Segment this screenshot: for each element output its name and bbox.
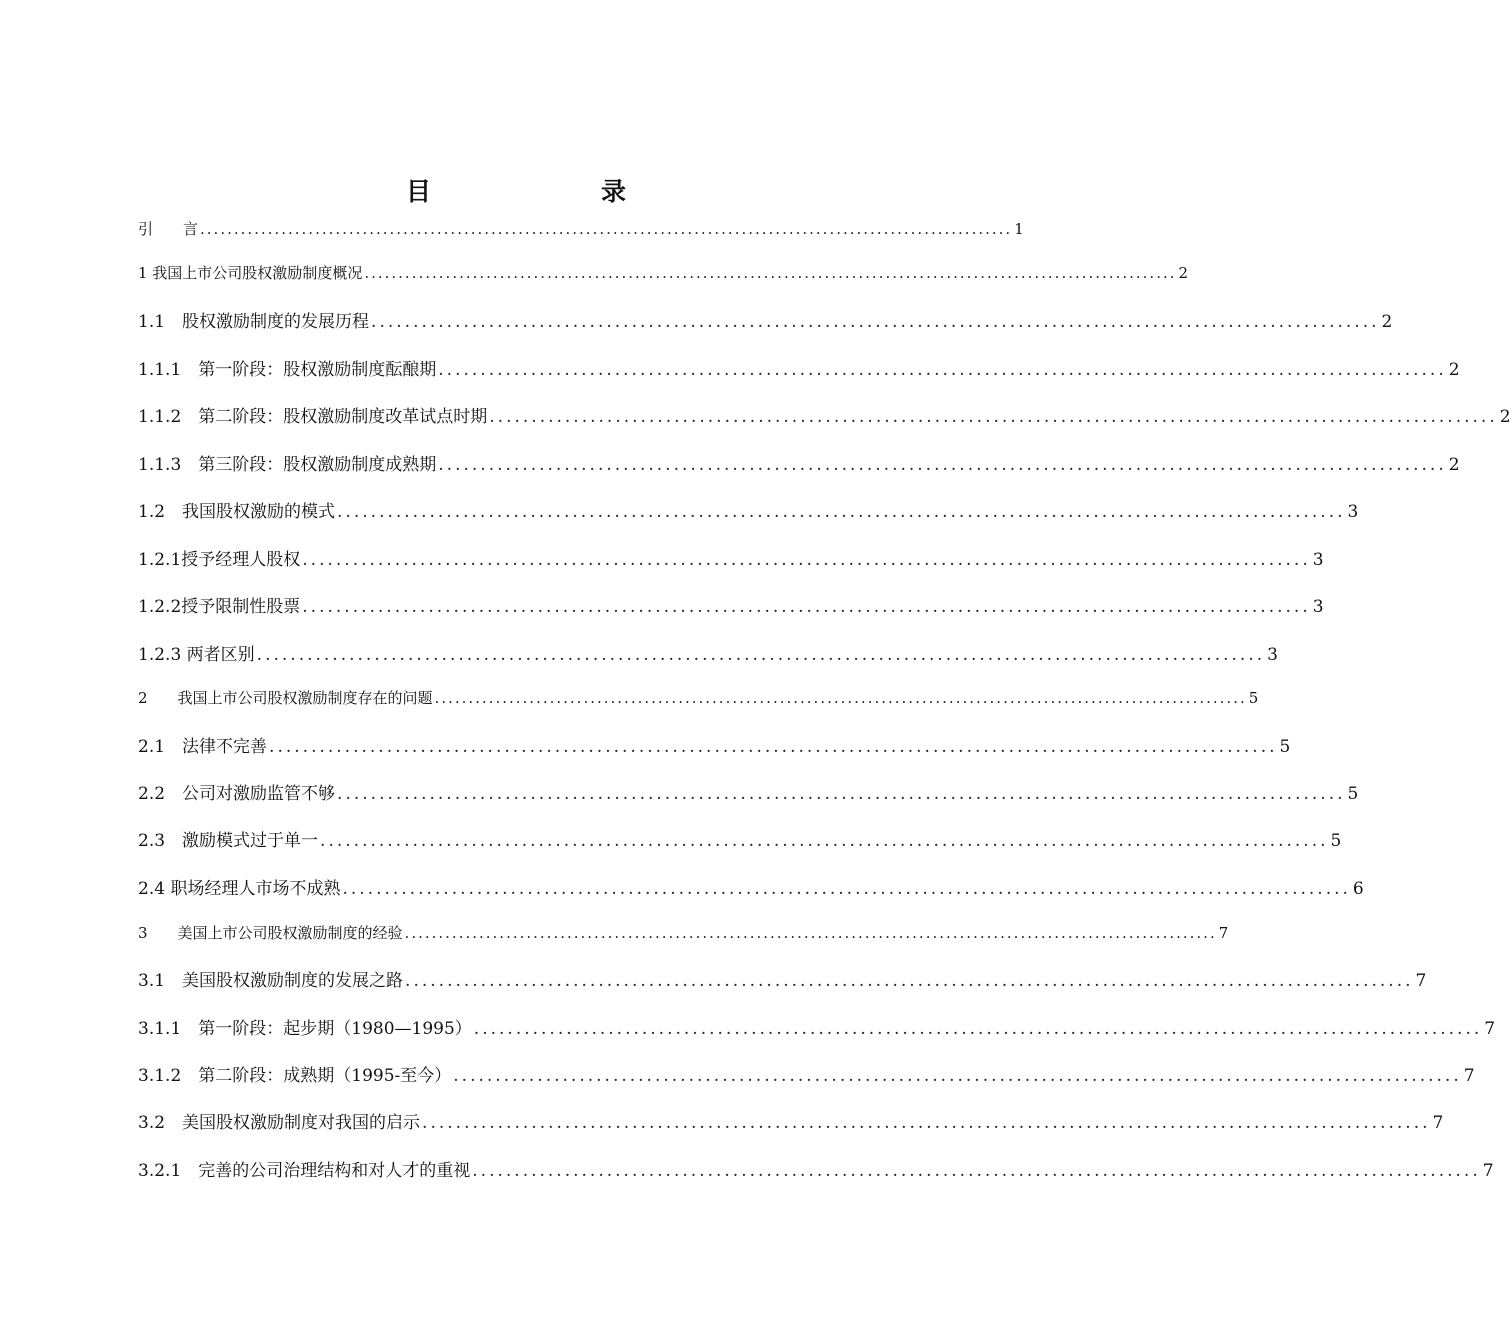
toc-entry-page: 1 [1014, 220, 1024, 238]
toc-entry[interactable] [138, 1014, 1496, 1039]
toc-entry-label: 1.2.1授予经理人股权 [138, 550, 301, 570]
toc-entry[interactable] [138, 592, 1324, 617]
toc-entry-page: 6 [1352, 879, 1364, 899]
toc-leader-dots: ........................................................................................................................ [200, 220, 1013, 238]
toc-entry-label: 3.2 美国股权激励制度对我国的启示 [138, 1113, 421, 1133]
toc-entry-label: 3.1 美国股权激励制度的发展之路 [138, 971, 404, 991]
toc-entry[interactable] [138, 545, 1324, 570]
toc-entry[interactable] [138, 262, 1189, 283]
toc-entry-page: 2 [1499, 407, 1511, 427]
toc-leader-dots: ........................................................................................................................ [302, 550, 1311, 570]
toc-entry-label: 1 我国上市公司股权激励制度概况 [138, 264, 363, 282]
toc-entry-label: 3 美国上市公司股权激励制度的经验 [138, 924, 403, 942]
toc-leader-dots: ........................................................................................................................ [422, 1113, 1431, 1133]
toc-leader-dots: ........................................................................................................................ [256, 645, 1266, 665]
toc-entry-page: 7 [1484, 1019, 1496, 1039]
toc-leader-dots: ........................................................................................................................ [472, 1161, 1481, 1181]
toc-entry-page: 5 [1347, 784, 1359, 804]
toc-entry[interactable] [138, 450, 1460, 475]
toc-entry[interactable] [138, 402, 1511, 427]
toc-entry-page: 7 [1218, 924, 1229, 942]
toc-leader-dots: ........................................................................................................................ [364, 264, 1177, 282]
toc-leader-dots: ........................................................................................................................ [489, 407, 1498, 427]
toc-list [138, 0, 1511, 1344]
toc-leader-dots: ........................................................................................................................ [438, 360, 1447, 380]
toc-entry-page: 2 [1448, 455, 1460, 475]
toc-entry-page: 3 [1347, 502, 1359, 522]
toc-entry-label: 2.1 法律不完善 [138, 737, 268, 757]
toc-leader-dots: ........................................................................................................................ [320, 831, 1329, 851]
toc-entry-page: 7 [1415, 971, 1427, 991]
toc-entry-label: 1.1.1 第一阶段：股权激励制度酝酿期 [138, 360, 437, 380]
toc-entry[interactable] [138, 779, 1359, 804]
toc-entry[interactable] [138, 307, 1393, 332]
toc-entry-label: 2.2 公司对激励监管不够 [138, 784, 336, 804]
toc-leader-dots: ........................................................................................................................ [473, 1019, 1483, 1039]
toc-entry-page: 2 [1381, 312, 1393, 332]
toc-entry[interactable] [138, 1108, 1444, 1133]
toc-entry[interactable] [138, 355, 1460, 380]
toc-entry[interactable] [138, 826, 1342, 851]
toc-entry[interactable] [138, 687, 1259, 708]
toc-leader-dots: ........................................................................................................................ [371, 312, 1380, 332]
toc-entry[interactable] [138, 966, 1427, 991]
toc-entry-label: 1.1 股权激励制度的发展历程 [138, 312, 370, 332]
toc-entry-page: 3 [1267, 645, 1278, 665]
toc-entry-label: 3.1.2 第二阶段：成熟期（1995-至今） [138, 1066, 452, 1086]
toc-title: 目 录 [405, 177, 666, 206]
toc-leader-dots: ........................................................................................................................ [404, 924, 1217, 942]
toc-entry-page: 3 [1312, 597, 1324, 617]
toc-entry[interactable] [138, 874, 1364, 899]
toc-entry[interactable] [138, 922, 1229, 943]
toc-entry-label: 1.1.3 第三阶段：股权激励制度成熟期 [138, 455, 437, 475]
toc-entry[interactable] [138, 218, 1024, 239]
toc-entry-page: 7 [1482, 1161, 1494, 1181]
toc-entry-page: 5 [1330, 831, 1342, 851]
toc-entry[interactable] [138, 1156, 1494, 1181]
toc-leader-dots: ........................................................................................................................ [405, 971, 1414, 991]
toc-entry-label: 2.3 激励模式过于单一 [138, 831, 319, 851]
toc-leader-dots: ........................................................................................................................ [438, 455, 1447, 475]
toc-entry-label: 1.2.2授予限制性股票 [138, 597, 301, 617]
toc-entry-page: 7 [1432, 1113, 1444, 1133]
toc-leader-dots: ........................................................................................................................ [269, 737, 1278, 757]
toc-entry-page: 5 [1279, 737, 1291, 757]
toc-entry-label: 1.1.2 第二阶段：股权激励制度改革试点时期 [138, 407, 488, 427]
toc-entry[interactable] [138, 640, 1278, 665]
toc-entry-label: 引 言 [138, 220, 199, 238]
toc-leader-dots: ........................................................................................................................ [342, 879, 1351, 899]
toc-entry[interactable] [138, 732, 1291, 757]
toc-entry-page: 2 [1178, 264, 1189, 282]
toc-leader-dots: ........................................................................................................................ [453, 1066, 1462, 1086]
toc-entry-label: 3.1.1 第一阶段：起步期（1980—1995） [138, 1019, 472, 1039]
toc-leader-dots: ........................................................................................................................ [302, 597, 1311, 617]
toc-leader-dots: ........................................................................................................................ [434, 689, 1247, 707]
toc-entry-label: 2.4 职场经理人市场不成熟 [138, 879, 341, 899]
toc-entry[interactable] [138, 1061, 1475, 1086]
toc-entry-page: 5 [1248, 689, 1259, 707]
toc-entry-label: 3.2.1 完善的公司治理结构和对人才的重视 [138, 1161, 471, 1181]
toc-entry[interactable] [138, 497, 1359, 522]
toc-leader-dots: ........................................................................................................................ [337, 784, 1346, 804]
toc-entry-page: 2 [1448, 360, 1460, 380]
toc-leader-dots: ........................................................................................................................ [337, 502, 1346, 522]
toc-entry-page: 7 [1463, 1066, 1475, 1086]
toc-entry-page: 3 [1312, 550, 1324, 570]
toc-entry-label: 1.2 我国股权激励的模式 [138, 502, 336, 522]
toc-entry-label: 2 我国上市公司股权激励制度存在的问题 [138, 689, 433, 707]
toc-entry-label: 1.2.3 两者区别 [138, 645, 255, 665]
